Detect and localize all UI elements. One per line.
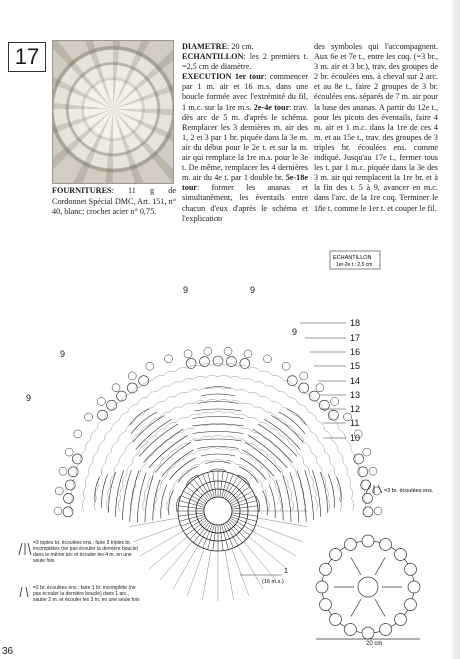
crochet-chart	[0, 215, 452, 659]
legend-br-text: =3 br. écoulées ens.	[384, 488, 434, 494]
echantillon-box-title: ECHANTILLON	[333, 255, 372, 261]
row-numbers	[350, 318, 360, 443]
diametre-label: DIAMETRE	[182, 42, 228, 51]
start-annotation	[240, 568, 288, 585]
row-11: 11	[350, 418, 360, 428]
fournitures-body: : 11 g de Cordonnet Spécial DMC, Art. 151, n° 40, blanc; crochet acier n° 0,75.	[52, 186, 176, 216]
row-15: 15	[350, 361, 361, 371]
nine-left-1: 9	[60, 349, 66, 359]
echantillon-value: : les 2 premiers t. =2,5 cm de diamètre.	[182, 52, 308, 72]
legend-double	[20, 585, 143, 623]
start-number: 1	[284, 568, 288, 575]
legend-br	[366, 485, 434, 494]
doily-photo	[52, 40, 174, 184]
nine-inner-1: 9	[183, 285, 189, 295]
tour5-18-label: 5e-18e tour	[182, 173, 308, 193]
dimension-label: 20 cm	[366, 641, 383, 647]
fournitures-text	[52, 186, 176, 218]
execution-label: EXECUTION	[182, 72, 232, 82]
tour2-4-text: : trav. dès arc de 5 m. d'après le schéma. Remplacer les 3 dernières m. air des 1, 2 et 3 par 1 br. piquée dans la 3e m. air du début pour le 2e t. et sur la m. air qui remplace la 1re m.s. pour le 3e t. De même, remplacer les 4 dernières m. air du 4e t. par 1 double br.	[182, 102, 308, 183]
row-17: 17	[350, 333, 361, 343]
legend-triples	[19, 540, 143, 578]
nine-inner-3: 9	[292, 327, 298, 337]
instructions-column-2: des symboles qui l'accompagnent. Aux 6e et 7e t., entre les coq. (=3 br., 3 m. air et 3 br.), trav. des groupes de 2 br. écoulées ens. à cheval sur 2 arc. et au 8e t., faire 2 groupes de 3 br. écoulées ens. séparés de 7 m. air pour la base des ananas. A partir du 12e t., pour les picots des éventails, faire 4 m. air et 1 m.c. dans la 1re de ces 4 m. et au 15e t., trav. des groupes de 3 triples br. écoulées ens. comme indiqué. Jusqu'au 17e t., fermer tous les t. par 1 m.c. piquée dans la 3e des 3 m. air qui remplacent la 1re br. et à la fin des t. 5 à 9, avancer en m.c. dans l'arc. de la 1re coq. Terminer le 18e t. comme le 1er t. et couper le fil.	[314, 42, 438, 213]
nine-left-2: 9	[26, 393, 32, 403]
echantillon-box-sub: 1er-2e t.: 2,5 cm	[336, 262, 373, 268]
legend-double-text: =2 br. écoulées ens.: faire 1 br. incomplète (ne pas écouler la dernière boucle) dans 1 arc., sauter 2 m. et écouler les 3 m. en une seule fois	[33, 585, 140, 603]
assembly-schema	[316, 535, 420, 647]
tour2-4-label: 2e-4e tour	[251, 102, 290, 112]
page-edge	[452, 0, 460, 659]
start-label: (16 m.s.)	[262, 579, 284, 585]
row-16: 16	[350, 347, 361, 357]
row-18: 18	[350, 318, 361, 328]
row-leader-lines	[300, 323, 346, 438]
row-10: 10	[350, 433, 361, 443]
row-13: 13	[350, 390, 361, 400]
row-14: 14	[350, 376, 361, 386]
row-12: 12	[350, 404, 361, 414]
fournitures-label: FOURNITURES	[52, 186, 112, 195]
tour1-label: 1er tour	[231, 72, 265, 82]
page-number: 36	[2, 646, 14, 657]
pattern-number: 17	[8, 42, 46, 72]
echantillon-box	[330, 251, 380, 269]
tour1-text: : commencer par 1 m. air et 16 m.s. dans une boucle formée avec l'extrémité du fil, 1 m.c. sur la 1re m.s.	[182, 72, 308, 112]
diametre-value: : 20 cm.	[227, 42, 254, 51]
echantillon-label: ECHANTILLON	[182, 52, 244, 62]
tour5-18-text: : former les ananas et simultanément, les éventails entre chacun d'eux d'après le schéma et l'explication	[182, 183, 308, 223]
instructions-column-1	[182, 42, 308, 224]
nine-inner-2: 9	[250, 285, 256, 295]
legend-triples-text: =3 triples br. écoulées ens.: faire 3 triples br. incomplètes (ne pas écouler la dernière boucle) dans le même arc et écouler les 4 m. en une seule fois	[33, 540, 139, 564]
